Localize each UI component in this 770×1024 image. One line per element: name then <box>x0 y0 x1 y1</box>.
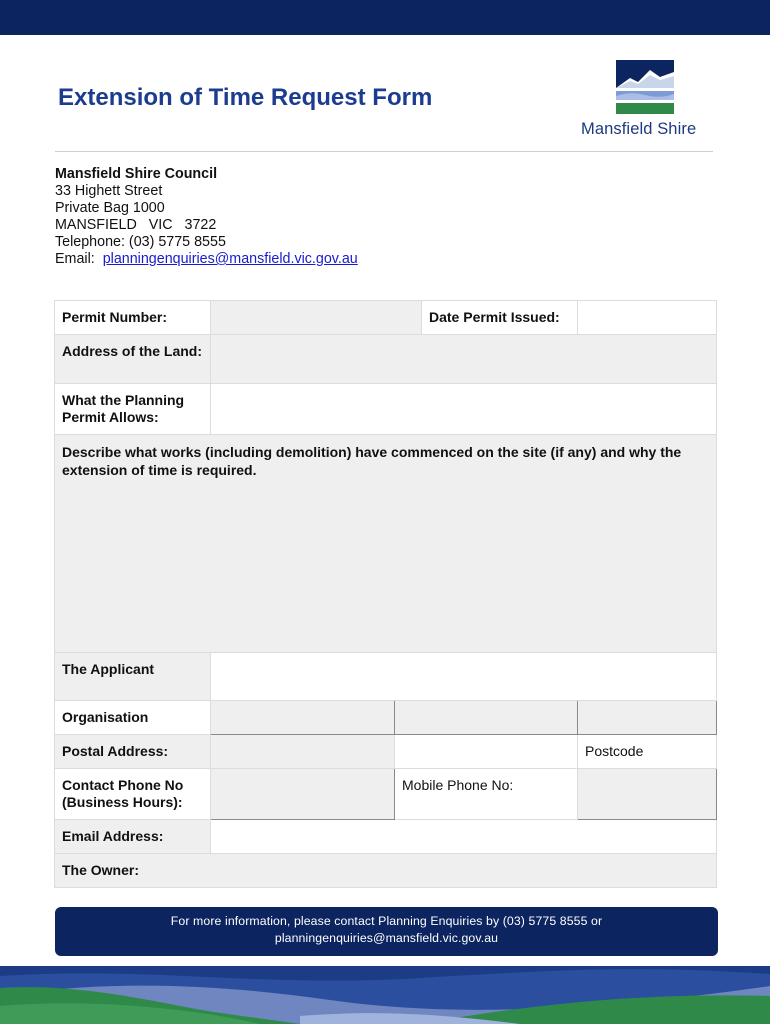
email-label: Email: <box>55 251 95 267</box>
postal-address-field[interactable] <box>211 735 395 769</box>
contact-phone-label: Contact Phone No (Business Hours): <box>55 769 211 820</box>
council-street: 33 Highett Street <box>55 183 163 199</box>
date-permit-issued-label: Date Permit Issued: <box>422 301 578 335</box>
decorative-waves <box>0 966 770 1024</box>
council-email-line <box>55 251 358 268</box>
postal-address-field-2[interactable] <box>395 735 578 769</box>
council-name: Mansfield Shire Council <box>55 166 218 182</box>
council-email-link[interactable]: planningenquiries@mansfield.vic.gov.au <box>102 251 358 267</box>
applicant-field[interactable] <box>211 653 717 701</box>
address-of-land-label: Address of the Land: <box>55 335 211 384</box>
form-row-email <box>55 820 717 854</box>
mobile-phone-label: Mobile Phone No: <box>395 769 578 820</box>
address-of-land-field[interactable] <box>211 335 717 384</box>
form-row-permit-allows <box>55 384 717 435</box>
form-row-address <box>55 335 717 384</box>
email-address-label: Email Address: <box>55 820 211 854</box>
permit-number-label: Permit Number: <box>55 301 211 335</box>
form-row-contact-phone <box>55 769 717 820</box>
contact-phone-field[interactable] <box>211 769 395 820</box>
organisation-field-1[interactable] <box>211 701 395 735</box>
form-row-postal <box>55 735 717 769</box>
form-row-applicant <box>55 653 717 701</box>
date-permit-issued-field[interactable] <box>578 301 717 335</box>
mobile-phone-field[interactable] <box>578 769 717 820</box>
request-form-table <box>54 300 717 888</box>
postal-address-label: Postal Address: <box>55 735 211 769</box>
postcode-label[interactable]: Postcode <box>578 735 717 769</box>
council-bag: Private Bag 1000 <box>55 200 165 216</box>
top-banner <box>0 0 770 35</box>
header-divider <box>55 151 713 152</box>
permit-allows-label: What the Planning Permit Allows: <box>55 384 211 435</box>
footer-line-2: planningenquiries@mansfield.vic.gov.au <box>274 931 499 945</box>
permit-allows-field[interactable] <box>211 384 717 435</box>
council-telephone: Telephone: (03) 5775 8555 <box>55 234 226 250</box>
form-row-owner <box>55 854 717 888</box>
form-row-describe-works <box>55 435 717 653</box>
form-row-organisation <box>55 701 717 735</box>
organisation-label: Organisation <box>55 701 211 735</box>
owner-field[interactable]: The Owner: <box>55 854 717 888</box>
email-address-field[interactable] <box>211 820 717 854</box>
contact-footer-banner <box>55 907 718 956</box>
footer-line-1: For more information, please contact Planning Enquiries by (03) 5775 8555 or <box>170 914 603 928</box>
page-title: Extension of Time Request Form <box>58 84 433 111</box>
council-logo <box>578 60 718 140</box>
organisation-field-3[interactable] <box>578 701 717 735</box>
mountain-logo-icon <box>616 60 674 116</box>
logo-wordmark: Mansfield Shire <box>581 120 697 138</box>
organisation-field-2[interactable] <box>395 701 578 735</box>
applicant-label: The Applicant <box>55 653 211 701</box>
describe-works-field[interactable]: Describe what works (including demolition) have commenced on the site (if any) and why the extension of time is required. <box>55 435 717 653</box>
form-row-permit <box>55 301 717 335</box>
council-town: MANSFIELD VIC 3722 <box>55 217 217 233</box>
permit-number-field[interactable] <box>211 301 422 335</box>
council-address-block <box>55 166 358 268</box>
